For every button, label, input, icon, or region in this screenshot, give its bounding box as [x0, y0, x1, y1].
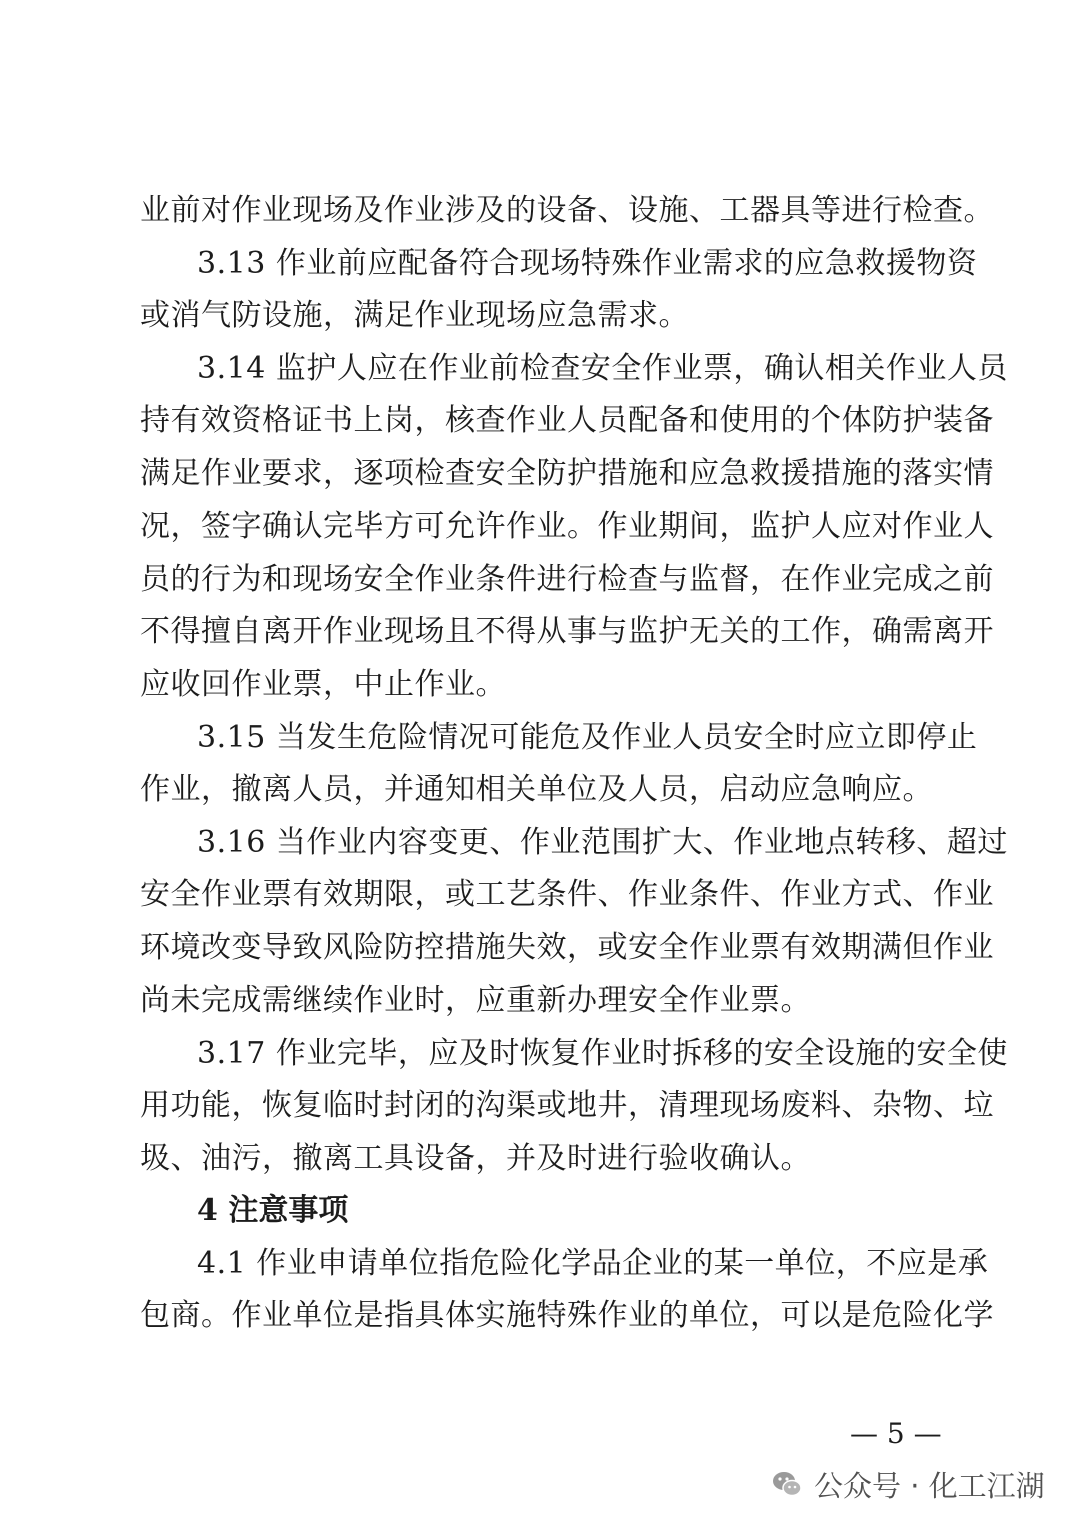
watermark [770, 1458, 1045, 1510]
wechat-icon [770, 1467, 804, 1501]
text-line: 不得擅自离开作业现场且不得从事与监护无关的工作，确需离开 [140, 614, 994, 649]
text-line: 或消气防设施，满足作业现场应急需求。 [140, 298, 689, 333]
text-line: 安全作业票有效期限，或工艺条件、作业条件、作业方式、作业 [140, 877, 994, 912]
text-line: 尚未完成需继续作业时，应重新办理安全作业票。 [140, 983, 811, 1018]
text-line: 满足作业要求，逐项检查安全防护措施和应急救援措施的落实情 [140, 456, 994, 491]
text-line: 3.15 当发生危险情况可能危及作业人员安全时应立即停止 [197, 720, 978, 755]
page-number: — 5 — [850, 1417, 942, 1450]
text-line: 作业，撤离人员，并通知相关单位及人员，启动应急响应。 [140, 772, 933, 807]
text-line: 3.13 作业前应配备符合现场特殊作业需求的应急救援物资 [197, 246, 978, 281]
text-line: 员的行为和现场安全作业条件进行检查与监督，在作业完成之前 [140, 562, 994, 597]
text-line: 持有效资格证书上岗，核查作业人员配备和使用的个体防护装备 [140, 403, 994, 438]
text-line: 环境改变导致风险防控措施失效，或安全作业票有效期满但作业 [140, 930, 994, 965]
section-heading: 4 注意事项 [197, 1193, 349, 1228]
text-line: 应收回作业票，中止作业。 [140, 667, 506, 702]
watermark-text: 公众号 · 化工江湖 [814, 1468, 1045, 1503]
text-line: 业前对作业现场及作业涉及的设备、设施、工器具等进行检查。 [140, 193, 994, 228]
text-line: 圾、油污，撤离工具设备，并及时进行验收确认。 [140, 1141, 811, 1176]
text-line: 3.17 作业完毕，应及时恢复作业时拆移的安全设施的安全使 [197, 1036, 1008, 1071]
text-line: 3.16 当作业内容变更、作业范围扩大、作业地点转移、超过 [197, 825, 1008, 860]
text-line: 包商。作业单位是指具体实施特殊作业的单位，可以是危险化学 [140, 1298, 994, 1333]
text-line: 3.14 监护人应在作业前检查安全作业票，确认相关作业人员 [197, 351, 1008, 386]
text-line: 用功能，恢复临时封闭的沟渠或地井，清理现场废料、杂物、垃 [140, 1088, 994, 1123]
text-line: 况，签字确认完毕方可允许作业。作业期间，监护人应对作业人 [140, 509, 994, 544]
text-line: 4.1 作业申请单位指危险化学品企业的某一单位，不应是承 [197, 1246, 989, 1281]
